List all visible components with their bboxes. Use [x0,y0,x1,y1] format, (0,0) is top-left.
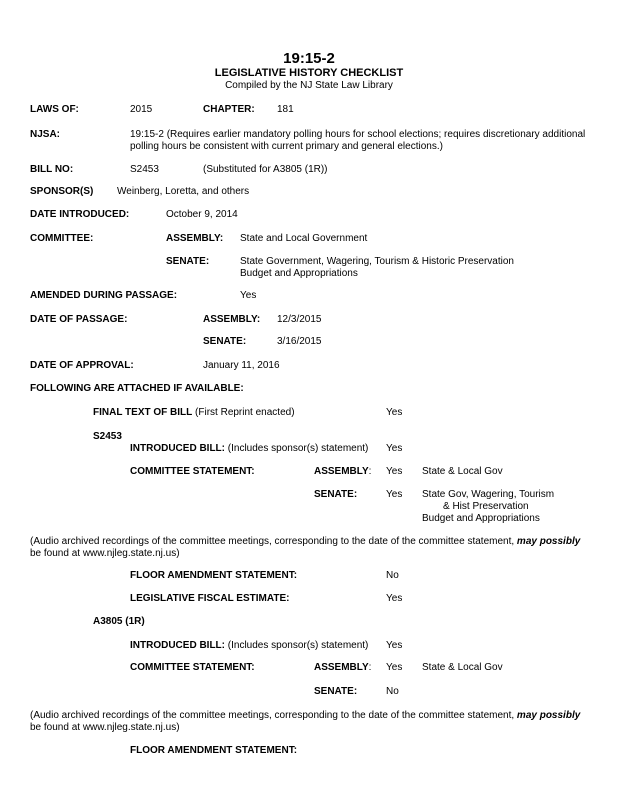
s2453-introduced-label: INTRODUCED BILL: [130,443,225,454]
s2453-assembly-row [314,466,371,478]
compiled-by: Compiled by the NJ State Law Library [225,80,393,91]
committee-senate-value-1: State Government, Wagering, Tourism & Historic Preservation [240,256,514,267]
njsa-line-2: polling hours be consistent with current primary and general elections.) [130,141,443,152]
audio-note-1-line-2: be found at www.njleg.state.nj.us) [30,548,180,559]
s2453-assembly-value: Yes [386,466,403,477]
approval-value: January 11, 2016 [203,360,280,371]
s2453-assembly-colon: : [368,466,372,477]
s2453-introduced-note: (Includes sponsor(s) statement) [225,443,369,454]
amended-value: Yes [240,290,257,301]
sponsors-label: SPONSOR(S) [30,186,94,197]
date-introduced-label: DATE INTRODUCED: [30,209,130,220]
fiscal-estimate-label: LEGISLATIVE FISCAL ESTIMATE: [130,593,290,604]
committee-senate-label: SENATE: [166,256,210,267]
passage-assembly-value: 12/3/2015 [277,314,322,325]
s2453-committee-label: COMMITTEE STATEMENT: [130,466,255,477]
bill-no-label: BILL NO: [30,164,74,175]
s2453-senate-committee-1: State Gov, Wagering, Tourism [422,489,555,500]
approval-label: DATE OF APPROVAL: [30,360,134,371]
document-title: LEGISLATIVE HISTORY CHECKLIST [214,67,404,79]
audio-note-1-prefix: (Audio archived recordings of the committee meetings, corresponding to the date of the committee statement, [30,536,517,547]
a3805-introduced-note: (Includes sponsor(s) statement) [225,640,369,651]
a3805-assembly-label: ASSEMBLY [314,662,369,673]
audio-note-1-emphasis: may possibly [516,536,581,547]
audio-note-2-line-2: be found at www.njleg.state.nj.us) [30,722,180,733]
floor-amendment-1-value: No [386,570,399,581]
audio-note-1-line-1 [30,536,580,548]
a3805-assembly-committee: State & Local Gov [422,662,503,673]
chapter-label: CHAPTER: [203,104,255,115]
bill-substitution-note: (Substituted for A3805 (1R)) [203,164,328,175]
s2453-senate-label: SENATE: [314,489,358,500]
s2453-senate-value: Yes [386,489,403,500]
bill-no-value: S2453 [130,164,159,175]
committee-label: COMMITTEE: [30,233,94,244]
a3805-senate-label: SENATE: [314,686,358,697]
s2453-heading: S2453 [93,431,122,442]
final-text-row [93,407,295,419]
a3805-assembly-colon: : [368,662,372,673]
s2453-introduced-row [130,443,368,455]
a3805-introduced-row [130,640,368,652]
njsa-label: NJSA: [30,129,61,140]
a3805-heading: A3805 (1R) [93,616,145,627]
date-introduced-value: October 9, 2014 [166,209,238,220]
laws-of-value: 2015 [130,104,153,115]
statute-number: 19:15-2 [283,50,335,67]
floor-amendment-1-label: FLOOR AMENDMENT STATEMENT: [130,570,298,581]
attached-heading: FOLLOWING ARE ATTACHED IF AVAILABLE: [30,383,244,394]
laws-of-label: LAWS OF: [30,104,79,115]
a3805-assembly-row [314,662,371,674]
a3805-introduced-label: INTRODUCED BILL: [130,640,225,651]
s2453-assembly-committee: State & Local Gov [422,466,503,477]
sponsors-value: Weinberg, Loretta, and others [117,186,250,197]
committee-senate-value-2: Budget and Appropriations [240,268,358,279]
floor-amendment-2-label: FLOOR AMENDMENT STATEMENT: [130,745,298,756]
s2453-senate-committee-3: Budget and Appropriations [422,513,540,524]
committee-assembly-value: State and Local Government [240,233,368,244]
final-text-label: FINAL TEXT OF BILL [93,407,193,418]
njsa-line-1: 19:15-2 (Requires earlier mandatory polling hours for school elections; requires discretionary additional [130,129,586,140]
passage-label: DATE OF PASSAGE: [30,314,128,325]
passage-assembly-label: ASSEMBLY: [203,314,261,325]
a3805-introduced-value: Yes [386,640,403,651]
audio-note-2-line-1 [30,710,580,722]
audio-note-2-emphasis: may possibly [516,710,581,721]
final-text-note: (First Reprint enacted) [192,407,295,418]
final-text-value: Yes [386,407,403,418]
s2453-senate-committee-2: & Hist Preservation [443,501,529,512]
passage-senate-value: 3/16/2015 [277,336,322,347]
audio-note-2-prefix: (Audio archived recordings of the committee meetings, corresponding to the date of the committee statement, [30,710,517,721]
a3805-senate-value: No [386,686,399,697]
passage-senate-label: SENATE: [203,336,247,347]
fiscal-estimate-value: Yes [386,593,403,604]
s2453-assembly-label: ASSEMBLY [314,466,369,477]
a3805-assembly-value: Yes [386,662,403,673]
a3805-committee-label: COMMITTEE STATEMENT: [130,662,255,673]
committee-assembly-label: ASSEMBLY: [166,233,224,244]
s2453-introduced-value: Yes [386,443,403,454]
chapter-value: 181 [277,104,294,115]
amended-label: AMENDED DURING PASSAGE: [30,290,178,301]
